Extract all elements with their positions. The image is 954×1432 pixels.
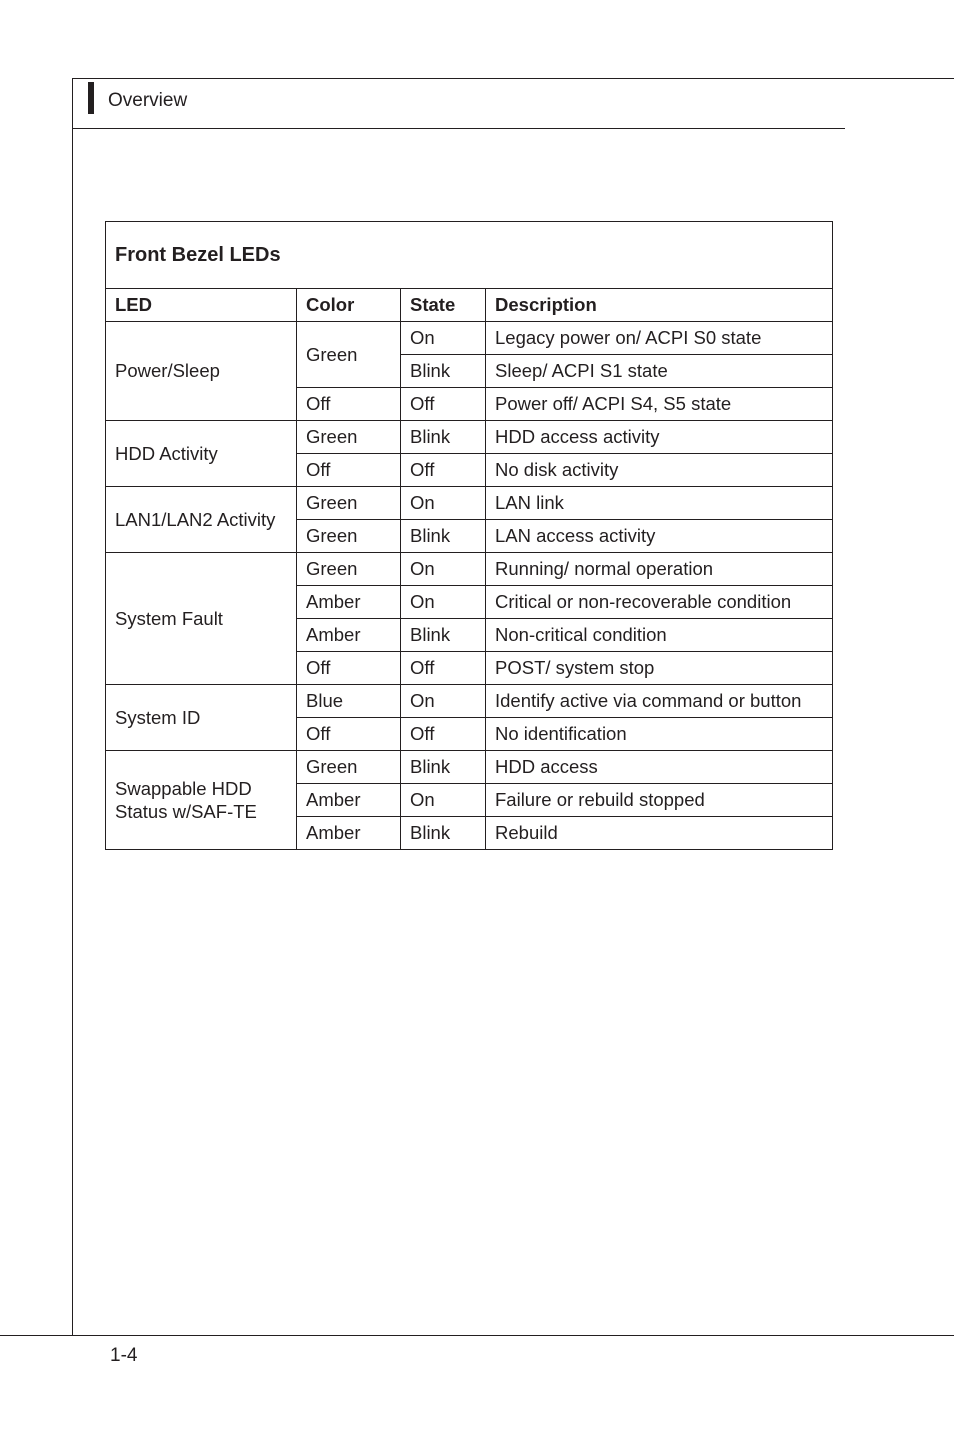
table-row bbox=[106, 685, 833, 718]
section-title: Overview bbox=[108, 90, 188, 111]
left-margin-rule bbox=[72, 78, 73, 1336]
header-top-rule bbox=[72, 78, 954, 79]
column-header-state: State bbox=[401, 289, 486, 322]
description-cell: HDD access activity bbox=[486, 421, 833, 454]
state-cell: On bbox=[401, 487, 486, 520]
table-title: Front Bezel LEDs bbox=[106, 222, 833, 289]
color-cell: Amber bbox=[297, 817, 401, 850]
led-name-cell: LAN1/LAN2 Activity bbox=[106, 487, 297, 553]
state-cell: On bbox=[401, 322, 486, 355]
description-cell: HDD access bbox=[486, 751, 833, 784]
table-row bbox=[106, 487, 833, 520]
description-cell: Non-critical condition bbox=[486, 619, 833, 652]
section-marker-bar bbox=[88, 82, 94, 114]
description-cell: Running/ normal operation bbox=[486, 553, 833, 586]
description-cell: LAN access activity bbox=[486, 520, 833, 553]
description-cell: Identify active via command or button bbox=[486, 685, 833, 718]
state-cell: On bbox=[401, 784, 486, 817]
table-row bbox=[106, 322, 833, 355]
color-cell: Amber bbox=[297, 586, 401, 619]
column-header-led: LED bbox=[106, 289, 297, 322]
description-cell: Sleep/ ACPI S1 state bbox=[486, 355, 833, 388]
color-cell: Amber bbox=[297, 619, 401, 652]
color-cell: Blue bbox=[297, 685, 401, 718]
description-cell: No disk activity bbox=[486, 454, 833, 487]
state-cell: Blink bbox=[401, 421, 486, 454]
state-cell: Blink bbox=[401, 817, 486, 850]
color-cell: Off bbox=[297, 718, 401, 751]
table-row bbox=[106, 553, 833, 586]
color-cell: Off bbox=[297, 454, 401, 487]
table-header-row bbox=[106, 289, 833, 322]
page-number: 1-4 bbox=[110, 1345, 138, 1366]
state-cell: Blink bbox=[401, 751, 486, 784]
description-cell: Rebuild bbox=[486, 817, 833, 850]
description-cell: LAN link bbox=[486, 487, 833, 520]
color-cell: Green bbox=[297, 421, 401, 454]
color-cell: Green bbox=[297, 520, 401, 553]
footer-rule bbox=[0, 1335, 954, 1336]
state-cell: On bbox=[401, 685, 486, 718]
description-cell: POST/ system stop bbox=[486, 652, 833, 685]
state-cell: Blink bbox=[401, 619, 486, 652]
table-row bbox=[106, 421, 833, 454]
state-cell: Blink bbox=[401, 520, 486, 553]
led-name-cell: Swappable HDD Status w/SAF-TE bbox=[106, 751, 297, 850]
state-cell: Off bbox=[401, 718, 486, 751]
color-cell: Off bbox=[297, 652, 401, 685]
state-cell: Off bbox=[401, 454, 486, 487]
column-header-color: Color bbox=[297, 289, 401, 322]
color-cell: Green bbox=[297, 487, 401, 520]
led-name-cell: HDD Activity bbox=[106, 421, 297, 487]
led-name-cell: System ID bbox=[106, 685, 297, 751]
color-cell: Off bbox=[297, 388, 401, 421]
description-cell: No identification bbox=[486, 718, 833, 751]
state-cell: Off bbox=[401, 388, 486, 421]
state-cell: On bbox=[401, 553, 486, 586]
description-cell: Power off/ ACPI S4, S5 state bbox=[486, 388, 833, 421]
state-cell: Blink bbox=[401, 355, 486, 388]
color-cell: Green bbox=[297, 322, 401, 388]
color-cell: Amber bbox=[297, 784, 401, 817]
column-header-description: Description bbox=[486, 289, 833, 322]
led-name-cell: System Fault bbox=[106, 553, 297, 685]
description-cell: Legacy power on/ ACPI S0 state bbox=[486, 322, 833, 355]
description-cell: Failure or rebuild stopped bbox=[486, 784, 833, 817]
header-bottom-rule bbox=[72, 128, 845, 129]
description-cell: Critical or non-recoverable condition bbox=[486, 586, 833, 619]
front-bezel-leds-table bbox=[105, 221, 833, 850]
state-cell: Off bbox=[401, 652, 486, 685]
led-name-cell: Power/Sleep bbox=[106, 322, 297, 421]
table-row bbox=[106, 751, 833, 784]
color-cell: Green bbox=[297, 751, 401, 784]
color-cell: Green bbox=[297, 553, 401, 586]
state-cell: On bbox=[401, 586, 486, 619]
